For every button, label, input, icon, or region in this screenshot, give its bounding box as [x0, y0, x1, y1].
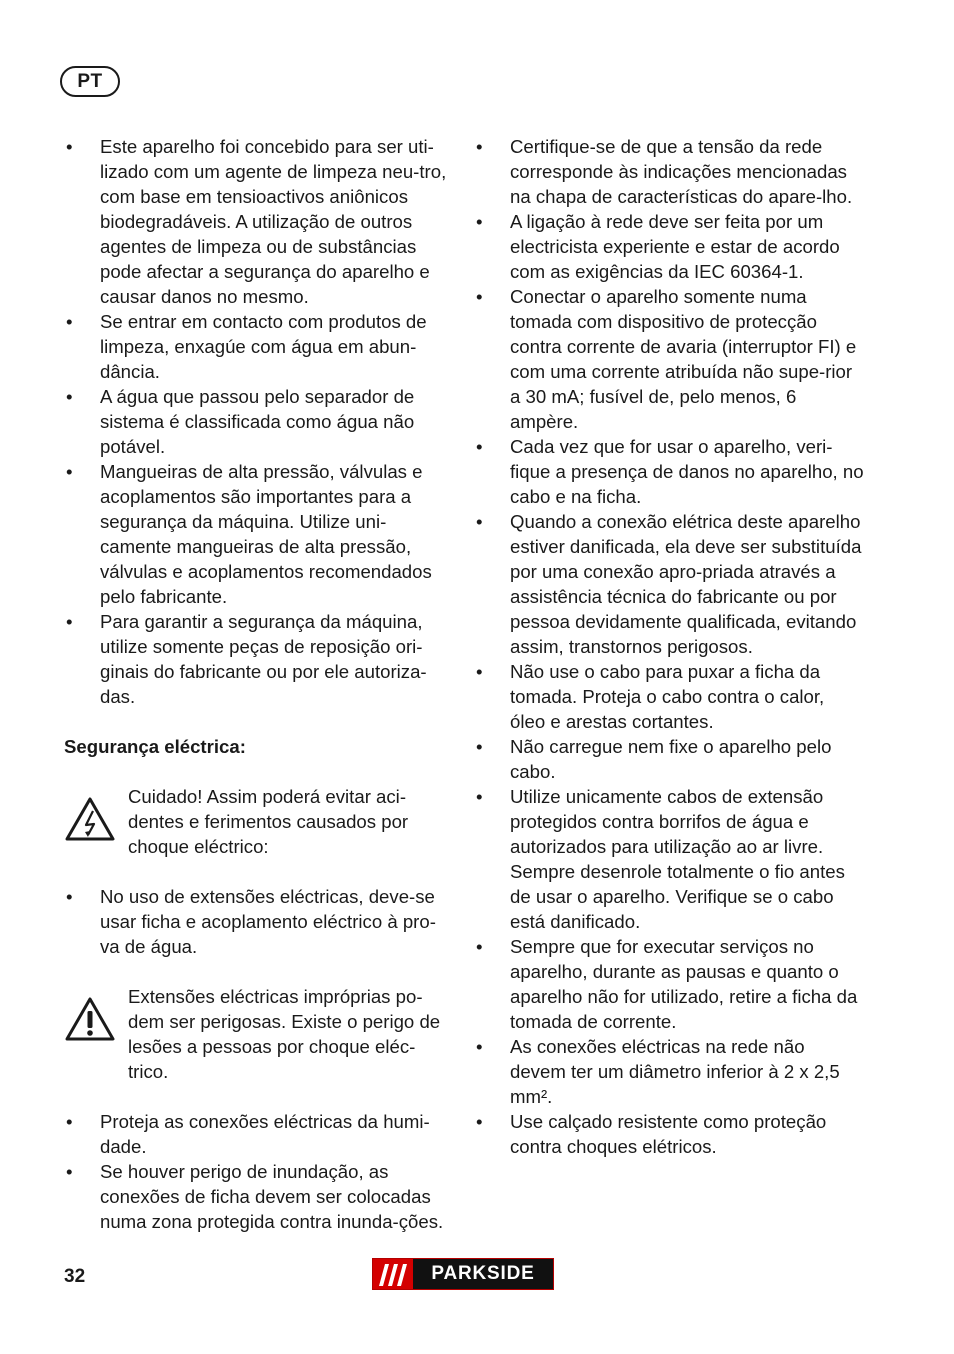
- language-badge: [60, 66, 120, 97]
- list-item: • Conectar o aparelho somente numa tomada com dispositivo de protecção contra corrente de avaria (interruptor FI) e com uma corrente atribuída não supe-rior a 30 mA; fusível de, pelo menos, 6 ampère.: [474, 284, 864, 434]
- list-item: • A água que passou pelo separador de sistema é classificada como água não potável.: [64, 384, 452, 459]
- list-item: • Se entrar em contacto com produtos de limpeza, enxagúe com água em abun-dância.: [64, 309, 452, 384]
- electric-hazard-icon: [64, 796, 116, 842]
- list-item: • Este aparelho foi concebido para ser uti-lizado com um agente de limpeza neu-tro, com base em tensioactivos aniônicos biodegradáveis. A utilização de outros agentes de limpeza ou de substâncias pode afectar a segurança do aparelho e causar danos no mesmo.: [64, 134, 452, 309]
- list-item: • As conexões eléctricas na rede não devem ter um diâmetro inferior à 2 x 2,5 mm².: [474, 1034, 864, 1109]
- left-bullets-mid: [64, 884, 452, 959]
- warning-text: Cuidado! Assim poderá evitar aci-dentes e ferimentos causados por choque eléctrico:: [128, 786, 409, 857]
- left-column: [64, 134, 452, 1234]
- left-bullets-top: [64, 134, 452, 709]
- brand-name: PARKSIDE: [413, 1259, 553, 1289]
- list-item: • Cada vez que for usar o aparelho, veri-fique a presença de danos no aparelho, no cabo e na ficha.: [474, 434, 864, 509]
- left-bullets-bottom: [64, 1109, 452, 1234]
- logo-stripes-icon: [373, 1259, 413, 1289]
- list-item: • Mangueiras de alta pressão, válvulas e acoplamentos são importantes para a segurança da máquina. Utilize uni-camente mangueiras de alta pressão, válvulas e acoplamentos recomendados pelo fabricante.: [64, 459, 452, 609]
- right-column: [474, 134, 864, 1159]
- list-item: • Quando a conexão elétrica deste aparelho estiver danificada, ela deve ser substituída por uma conexão apro-priada através a assistência técnica do fabricante ou por pessoa devidamente qualificada, evitando assim, transtornos perigosos.: [474, 509, 864, 659]
- right-bullets: [474, 134, 864, 1159]
- list-item: • Sempre que for executar serviços no aparelho, durante as pausas e quanto o aparelho não for utilizado, retire a ficha da tomada de corrente.: [474, 934, 864, 1034]
- list-item: • Para garantir a segurança da máquina, utilize somente peças de reposição ori-ginais do fabricante ou por ele autoriza-das.: [64, 609, 452, 709]
- language-code: PT: [77, 70, 103, 92]
- brand-logo: [372, 1258, 554, 1290]
- section-heading: Segurança eléctrica:: [64, 736, 246, 757]
- list-item: • Proteja as conexões eléctricas da humi-dade.: [64, 1109, 452, 1159]
- list-item: • Não use o cabo para puxar a ficha da tomada. Proteja o cabo contra o calor, óleo e arestas cortantes.: [474, 659, 864, 734]
- list-item: • Não carregue nem fixe o aparelho pelo cabo.: [474, 734, 864, 784]
- list-item: • Certifique-se de que a tensão da rede corresponde às indicações mencionadas na chapa de características do apare-lho.: [474, 134, 864, 209]
- warning-general: [64, 984, 452, 1084]
- warning-electric: [64, 784, 452, 859]
- list-item: • Utilize unicamente cabos de extensão protegidos contra borrifos de água e autorizados para utilização ao ar livre. Sempre desenrole totalmente o fio antes de usar o aparelho. Verifique se o cabo está danificado.: [474, 784, 864, 934]
- warning-exclamation-icon: [64, 996, 116, 1042]
- list-item: • No uso de extensões eléctricas, deve-se usar ficha e acoplamento eléctrico à pro-va de água.: [64, 884, 452, 959]
- warning-text: Extensões eléctricas impróprias po-dem ser perigosas. Existe o perigo de lesões a pessoas por choque eléc-trico.: [128, 986, 441, 1082]
- list-item: • A ligação à rede deve ser feita por um electricista experiente e estar de acordo com as exigências da IEC 60364-1.: [474, 209, 864, 284]
- list-item: • Se houver perigo de inundação, as conexões de ficha devem ser colocadas numa zona protegida contra inunda-ções.: [64, 1159, 452, 1234]
- list-item: • Use calçado resistente como proteção contra choques elétricos.: [474, 1109, 864, 1159]
- page-number: 32: [64, 1266, 86, 1287]
